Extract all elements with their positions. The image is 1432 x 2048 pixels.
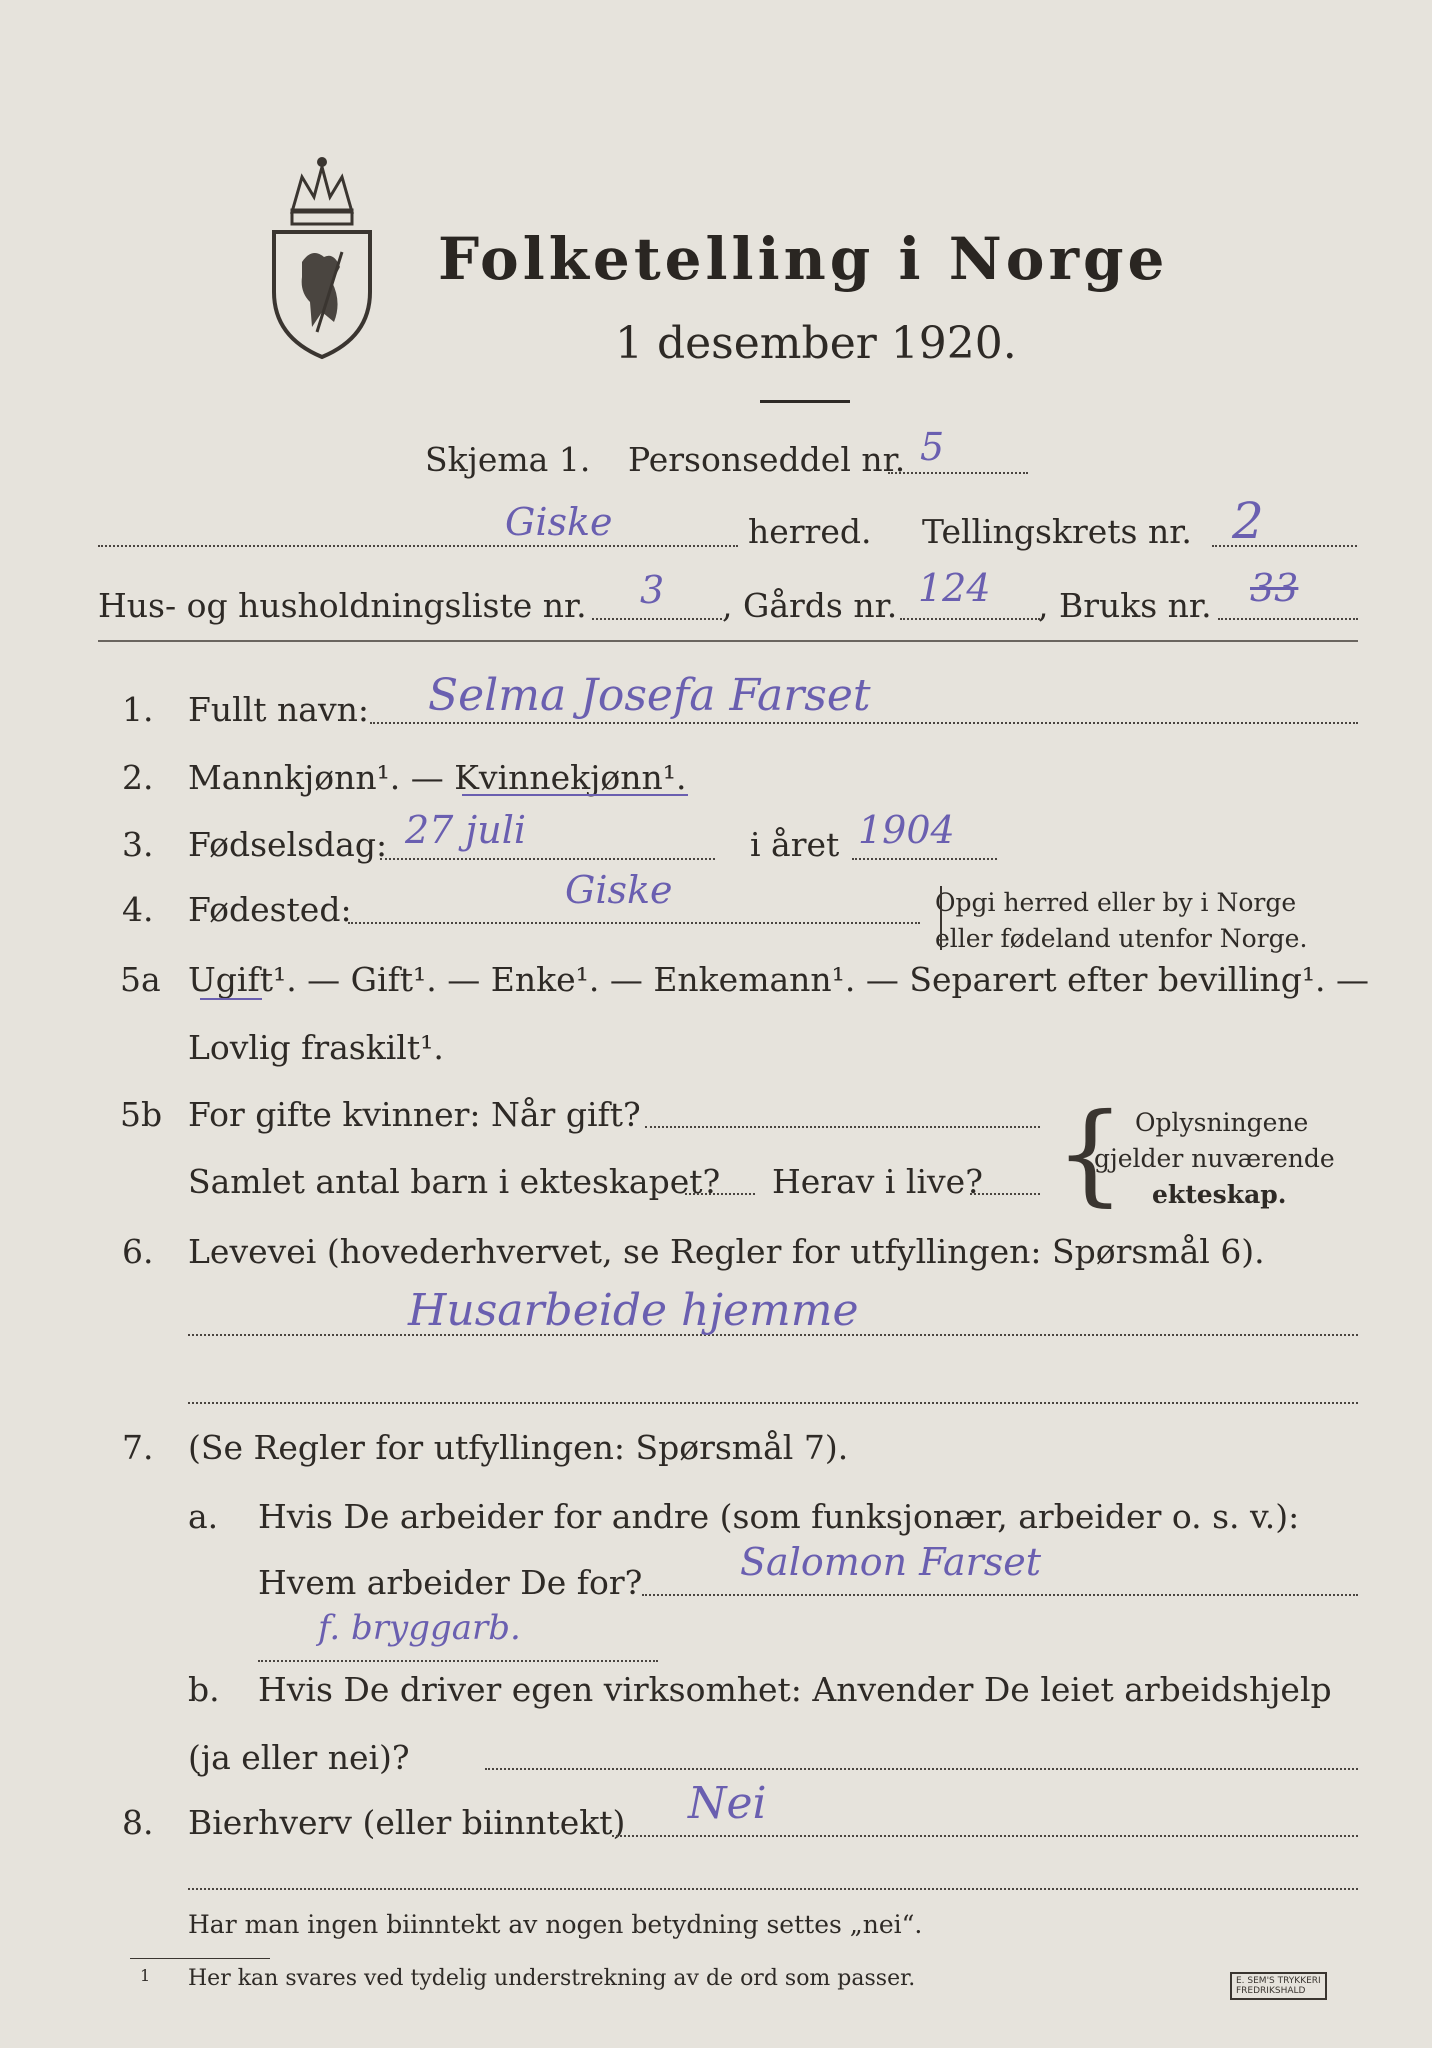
q4-number: 4. bbox=[122, 890, 154, 929]
q8-value: Nei bbox=[688, 1778, 767, 1829]
tellingskrets-label: Tellingskrets nr. bbox=[922, 512, 1192, 551]
q5a-label-line2: Lovlig fraskilt¹. bbox=[188, 1028, 444, 1067]
q6-label: Levevei (hovederhvervet, se Regler for utfyllingen: Spørsmål 6). bbox=[188, 1232, 1265, 1271]
q3-year-label: i året bbox=[750, 825, 840, 864]
q2-underline-kvinnekjonn bbox=[462, 794, 688, 796]
liste-label: Hus- og husholdningsliste nr. bbox=[98, 586, 587, 625]
q6-field-line2 bbox=[188, 1402, 1358, 1404]
q5b-married-field bbox=[645, 1126, 1040, 1128]
herred-label: herred. bbox=[748, 512, 872, 551]
q1-label: Fullt navn: bbox=[188, 690, 369, 729]
q3-label: Fødselsdag: bbox=[188, 825, 388, 864]
q8-number: 8. bbox=[122, 1803, 154, 1842]
liste-value: 3 bbox=[640, 568, 665, 612]
q5b-label-line2: Samlet antal barn i ekteskapet? bbox=[188, 1162, 721, 1201]
q4-note-line1: Opgi herred eller by i Norge bbox=[935, 888, 1297, 917]
q5b-label-live: Herav i live? bbox=[772, 1162, 983, 1201]
q8-label: Bierhverv (eller biinntekt) bbox=[188, 1803, 626, 1842]
q4-value: Giske bbox=[565, 868, 673, 912]
bruks-label: , Bruks nr. bbox=[1038, 586, 1212, 625]
q6-number: 6. bbox=[122, 1232, 154, 1271]
q5b-alive-field bbox=[970, 1193, 1040, 1195]
q7a-field-line2 bbox=[258, 1660, 658, 1662]
q2-number: 2. bbox=[122, 758, 154, 797]
q3-year-value: 1904 bbox=[858, 808, 955, 852]
q7a-line2: Hvem arbeider De for? bbox=[258, 1563, 643, 1602]
footer-note: Har man ingen biinntekt av nogen betydning settes „nei“. bbox=[188, 1910, 923, 1939]
q7a-value2: f. bryggarb. bbox=[318, 1608, 521, 1648]
liste-field bbox=[592, 618, 722, 620]
q5b-number: 5b bbox=[120, 1095, 163, 1134]
q4-note-bracket bbox=[940, 886, 942, 950]
q3-day-field bbox=[380, 858, 715, 860]
q5b-label-line1: For gifte kvinner: Når gift? bbox=[188, 1095, 641, 1134]
q1-value: Selma Josefa Farset bbox=[428, 670, 871, 721]
page-title: Folketelling i Norge bbox=[438, 225, 1169, 293]
q5a-label-line1: Ugift¹. — Gift¹. — Enke¹. — Enkemann¹. — Separert efter bevilling¹. — bbox=[188, 960, 1370, 999]
q2-label: Mannkjønn¹. — Kvinnekjønn¹. bbox=[188, 758, 687, 797]
q3-number: 3. bbox=[122, 825, 154, 864]
q7b-field bbox=[485, 1768, 1358, 1770]
q7a-letter: a. bbox=[188, 1497, 219, 1536]
bruks-value: 33 bbox=[1250, 566, 1299, 610]
q7b-line2: (ja eller nei)? bbox=[188, 1738, 410, 1777]
tellingskrets-value: 2 bbox=[1232, 492, 1264, 550]
q1-number: 1. bbox=[122, 690, 154, 729]
q3-year-field bbox=[852, 858, 997, 860]
printer-stamp-line2: FREDRIKSHALD bbox=[1236, 1986, 1306, 1996]
q5b-note-line2: gjelder nuværende bbox=[1094, 1144, 1335, 1173]
personseddel-label: Personseddel nr. bbox=[628, 440, 906, 479]
printer-stamp-line1: E. SEM'S TRYKKERI bbox=[1236, 1976, 1321, 1986]
herred-value: Giske bbox=[505, 500, 613, 544]
q5b-note-brace: { bbox=[1055, 1089, 1125, 1217]
q5b-note-line1: Oplysningene bbox=[1135, 1108, 1309, 1137]
herred-field bbox=[98, 545, 738, 547]
q7a-line1: Hvis De arbeider for andre (som funksjonær, arbeider o. s. v.): bbox=[258, 1497, 1300, 1536]
q4-note-line2: eller fødeland utenfor Norge. bbox=[935, 924, 1308, 953]
q7b-line1: Hvis De driver egen virksomhet: Anvender De leiet arbeidshjelp bbox=[258, 1670, 1332, 1709]
q5a-underline-ugift bbox=[200, 998, 262, 1000]
q5b-note-line3: ekteskap. bbox=[1152, 1180, 1287, 1209]
q7b-letter: b. bbox=[188, 1670, 220, 1709]
q5a-number: 5a bbox=[120, 960, 161, 999]
gards-label: , Gårds nr. bbox=[722, 586, 898, 625]
schema-label: Skjema 1. bbox=[425, 440, 591, 479]
q3-value: 27 juli bbox=[405, 808, 526, 852]
q8-field bbox=[612, 1835, 1358, 1837]
footnote-mark: 1 bbox=[140, 1966, 151, 1985]
census-date: 1 desember 1920. bbox=[615, 318, 1017, 369]
printer-stamp bbox=[1230, 1972, 1327, 2000]
gards-value: 124 bbox=[918, 566, 991, 610]
q6-value: Husarbeide hjemme bbox=[408, 1285, 859, 1336]
q1-field bbox=[370, 722, 1358, 724]
q7-label: (Se Regler for utfyllingen: Spørsmål 7). bbox=[188, 1428, 849, 1467]
bruks-field bbox=[1218, 618, 1358, 620]
title-divider bbox=[760, 400, 850, 403]
q4-label: Fødested: bbox=[188, 890, 352, 929]
q7a-value: Salomon Farset bbox=[740, 1540, 1042, 1584]
q7a-field bbox=[642, 1594, 1358, 1596]
q5b-children-field bbox=[685, 1193, 755, 1195]
coat-of-arms-icon bbox=[262, 152, 382, 362]
q8-field-line2 bbox=[188, 1888, 1358, 1890]
footnote-rule bbox=[130, 1958, 270, 1959]
footnote-text: Her kan svares ved tydelig understrekning av de ord som passer. bbox=[188, 1966, 916, 1991]
personseddel-field bbox=[888, 472, 1028, 474]
q7-number: 7. bbox=[122, 1428, 154, 1467]
gards-field bbox=[900, 618, 1040, 620]
q4-field bbox=[348, 922, 920, 924]
personseddel-value: 5 bbox=[920, 425, 945, 469]
header-separator bbox=[98, 640, 1358, 642]
